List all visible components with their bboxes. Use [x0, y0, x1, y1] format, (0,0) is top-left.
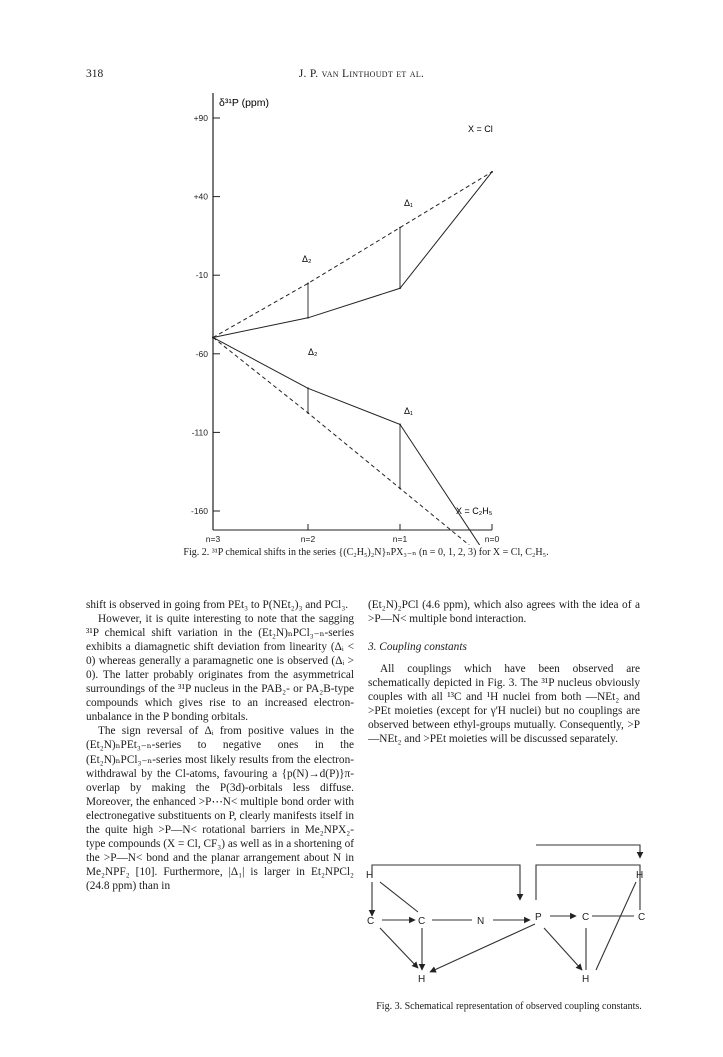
annotation-x-cl: X = Cl: [468, 124, 493, 134]
atom-p: P: [535, 912, 542, 923]
annotation-x-c2h5: X = C₂H₅: [456, 506, 493, 516]
annotation-delta1-top: Δ₁: [404, 198, 414, 208]
right-column: [368, 598, 640, 746]
section-heading: 3. Coupling constants: [368, 641, 467, 654]
atom-c: C: [418, 916, 426, 927]
coupling-path: [372, 865, 520, 900]
running-head: J. P. van Linthoudt et al.: [298, 68, 425, 80]
paragraph: The sign reversal of Δᵢ from positive values in the (Et₂N)ₙPEt₃₋ₙ-series to negative ones in the (Et₂N)ₙPCl₃₋ₙ-series most likely results from the electron-withdrawal by the Cl-atoms, favouring a {p(N)→d(P)}π-overlap by making the P(3d)-orbitals less diffuse. Moreover, the enhanced >P⋯N< multiple bond order with electronegative substituents on P, clearly manifests itself in the quite high >P—N< rotational barriers in Me₂NPX₂-type compounds (X = Cl, CF₃) as well as in a shortening of the >P—N< bond and the planar arrangement about N in Me₂NPF₂ [10]. Furthermore, |Δ₁| is larger in Et₂NPCl₂ (24.8 ppm) than in: [86, 725, 354, 892]
coupling-diagonal: [544, 928, 582, 970]
series-line: [213, 337, 492, 545]
page-number: 318: [86, 68, 104, 80]
y-tick-label: -160: [190, 506, 208, 516]
coupling-path: [536, 845, 640, 858]
chart-series: [212, 171, 493, 545]
coupling-diagonal: [380, 928, 418, 968]
annotation-delta2-bottom: Δ₂: [308, 347, 318, 357]
paragraph: However, it is quite interesting to note that the sagging ³¹P chemical shift variation in the (Et₂N)ₙPCl₃₋ₙ-series exhibits a diamagnetic shift deviation from linearity (Δᵢ < 0) whereas generally a paramagnetic one is observed (Δᵢ > 0). The latter probably originates from the asymmetrical surroundings of the ³¹P nucleus in the PAB₂- or PA₂B-type compounds which gives rise to an increased electron-unbalance in the P bonding orbitals.: [86, 613, 354, 724]
annotation-delta1-bottom: Δ₁: [404, 406, 414, 416]
series-line: [213, 172, 492, 338]
figure-3-caption: Fig. 3. Schematical representation of observed coupling constants.: [376, 1001, 642, 1012]
y-axis-label: δ³¹P (ppm): [219, 97, 269, 109]
figure-3-diagram: [360, 820, 660, 995]
atom-h: H: [366, 870, 374, 881]
figure-2-caption: Fig. 2. ³¹P chemical shifts in the series {(C₂H₅)₂N}ₙPX₃₋ₙ (n = 0, 1, 2, 3) for X = Cl, C₂H₅.: [183, 547, 549, 558]
x-tick-label: n=1: [392, 534, 408, 544]
coupling-diagonal: [380, 882, 418, 912]
coupling-diagonal: [430, 924, 535, 972]
data-point: [212, 337, 214, 339]
atom-h: H: [418, 974, 426, 985]
paragraph: shift is observed in going from PEt₃ to P(NEt₂)₃ and PCl₃.: [86, 599, 349, 611]
x-tick-label: n=2: [300, 534, 316, 544]
y-tick-label: -10: [195, 270, 208, 281]
series-line: [213, 337, 492, 545]
x-tick-label: n=0: [484, 534, 500, 544]
paragraph: (Et₂N)₂PCl (4.6 ppm), which also agrees with the idea of a >P—N< multiple bond interaction.: [368, 599, 640, 626]
coupling-path: [536, 865, 640, 910]
y-tick-label: +90: [193, 113, 208, 123]
chart-axes: [191, 93, 499, 544]
y-tick-label: -110: [191, 427, 208, 438]
atom-n: N: [477, 916, 485, 927]
atom-h: H: [636, 870, 644, 881]
atom-c: C: [638, 912, 646, 923]
atom-h: H: [582, 974, 590, 985]
paragraph: All couplings which have been observed are schematically depicted in Fig. 3. The ³¹P nucleus obviously couples with all ¹³C and ¹H nuclei from both —NEt₂ and >PEt moieties (except for γ'H nuclei) but no couplings are observed between ethyl-groups mutually. Consequently, >P—NEt₂ and >PEt moieties will be discussed separately.: [368, 663, 640, 746]
atom-c: C: [367, 916, 375, 927]
left-column: [86, 598, 354, 893]
atom-c: C: [582, 912, 590, 923]
data-point: [491, 171, 493, 173]
y-tick-label: +40: [193, 191, 208, 202]
coupling-diagonal: [596, 882, 636, 970]
annotation-delta2-top: Δ₂: [302, 254, 312, 264]
y-tick-label: -60: [195, 348, 208, 359]
x-tick-label: n=3: [205, 534, 221, 544]
